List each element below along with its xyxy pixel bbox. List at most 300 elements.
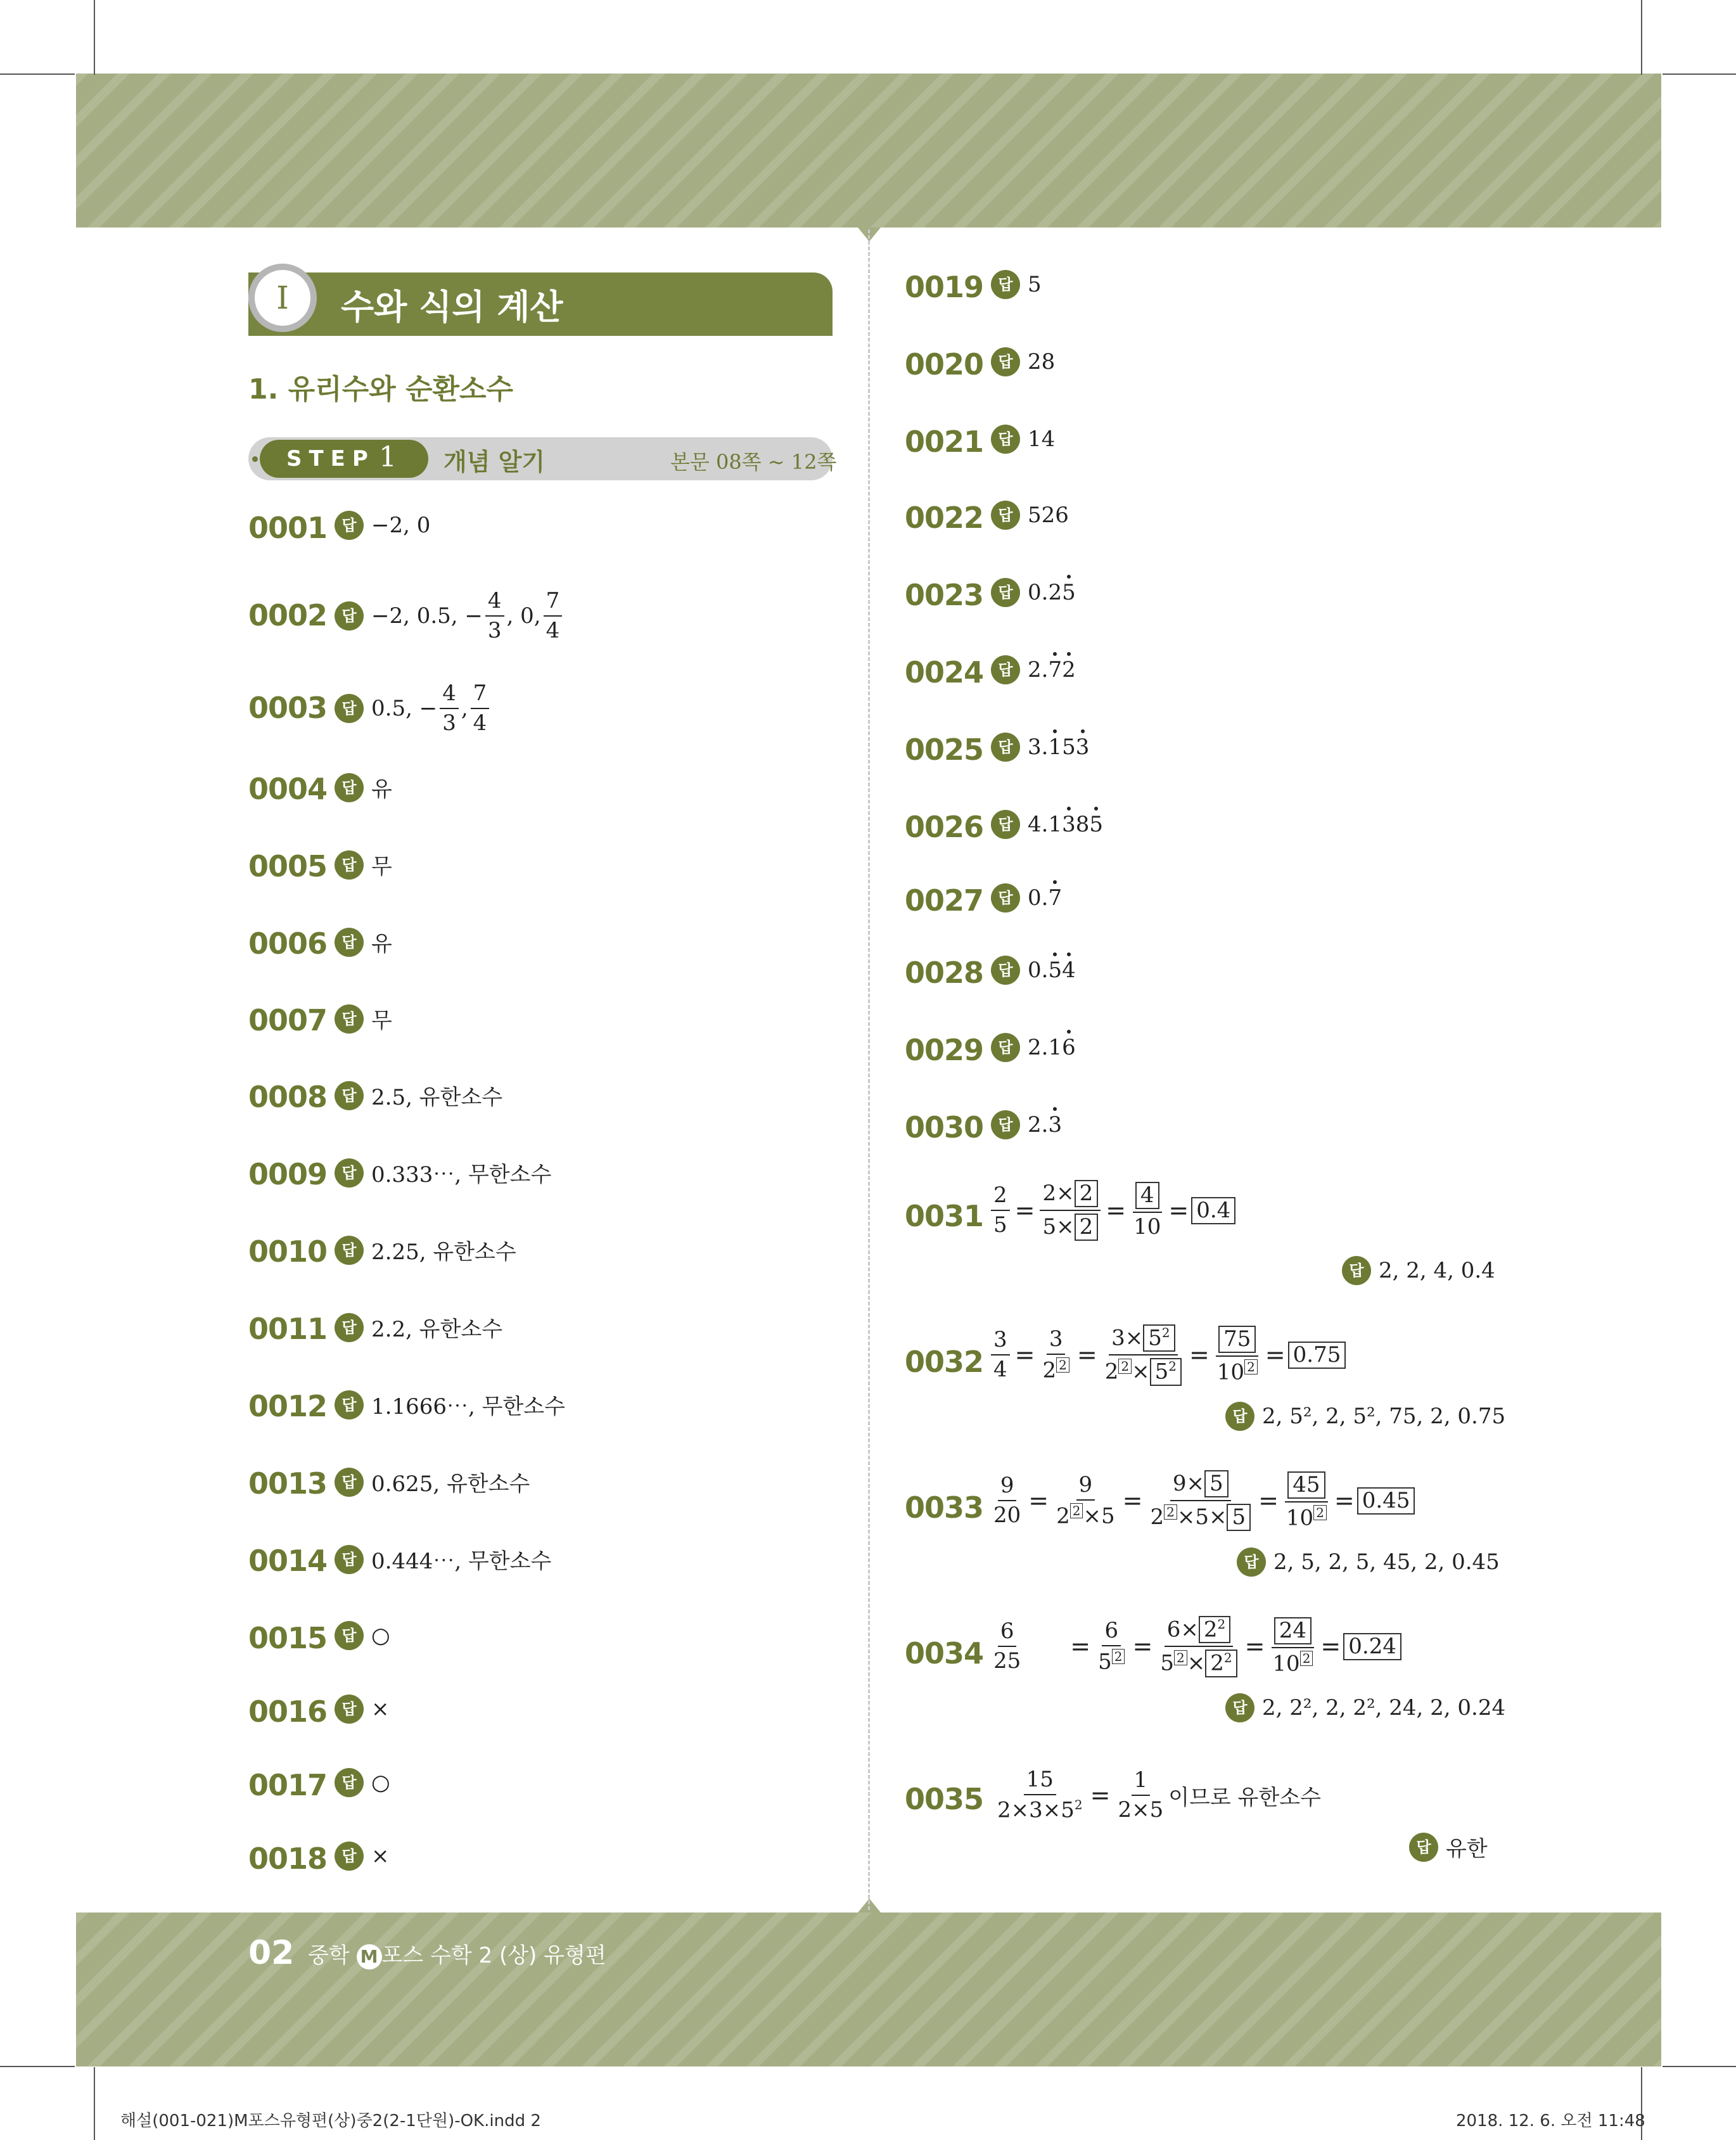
answer-badge: 답 (991, 270, 1020, 299)
denominator: 5 (993, 1212, 1007, 1238)
numerator: 7 (471, 682, 490, 709)
book-title (308, 1938, 606, 1970)
answer-text: 무 (371, 1008, 392, 1034)
equals-sign: = (1258, 1487, 1279, 1515)
answer-text: 1.1666⋯, 무한소수 (371, 1394, 565, 1419)
answer-badge: 답 (1409, 1833, 1438, 1862)
answer-text: 0. (1028, 958, 1049, 983)
fraction (1054, 1473, 1118, 1528)
answer-badge: 답 (1225, 1402, 1254, 1431)
answer-text: 2, 5, 2, 5, 45, 2, 0.45 (1273, 1549, 1500, 1575)
blank-box: 2 (1075, 1180, 1099, 1207)
answer-text: 2, 2², 2, 2², 24, 2, 0.24 (1262, 1695, 1506, 1720)
blank-box: 5 (1227, 1504, 1251, 1531)
answer-text: × (371, 1843, 390, 1869)
step-dot (252, 456, 258, 462)
answer-badge: 답 (1342, 1256, 1371, 1285)
denominator-text: 10 (1286, 1505, 1314, 1531)
answer-badge: 답 (335, 1081, 364, 1110)
equals-sign: = (1320, 1632, 1341, 1661)
answer-badge: 답 (335, 1390, 364, 1419)
book-title-suffix: 포스 수학 2 (상) 유형편 (381, 1943, 606, 1968)
chapter-title: 수와 식의 계산 (341, 287, 563, 327)
numerator: 6 (998, 1620, 1017, 1647)
denominator: 3 (487, 618, 502, 644)
fraction (1095, 1619, 1127, 1674)
answer-text: 유한 (1446, 1836, 1488, 1862)
box-base: 2 (1203, 1617, 1218, 1643)
answer-badge: 답 (335, 1842, 364, 1871)
equals-sign: = (1122, 1487, 1143, 1515)
problem-number: 0017 (248, 1768, 328, 1802)
numerator-text: 6× (1166, 1617, 1199, 1643)
answer (1225, 1693, 1505, 1722)
answer-text: 무 (371, 854, 392, 880)
denominator-text: 2 (1104, 1359, 1119, 1385)
repeating-digit: 3 (1048, 1112, 1063, 1137)
exponent-box: 2 (1118, 1359, 1132, 1374)
answer (335, 1080, 502, 1111)
problem-number: 0005 (248, 849, 328, 883)
problem-number: 0012 (248, 1389, 328, 1423)
equals-sign: = (1070, 1632, 1091, 1661)
answer-text: 0.444⋯, 무한소수 (371, 1549, 552, 1574)
denominator-text: 2 (1056, 1503, 1070, 1529)
exponent-box: 2 (1112, 1649, 1125, 1664)
exponent-box: 2 (1300, 1651, 1313, 1666)
answer (335, 1234, 516, 1265)
answer-text: 2.1 (1028, 1035, 1063, 1060)
exponent: 2 (1223, 1650, 1232, 1666)
fraction (1270, 1617, 1315, 1676)
answer (991, 425, 1055, 454)
numerator (1165, 1616, 1234, 1647)
fraction (1131, 1182, 1163, 1239)
denominator-text: × (1187, 1650, 1206, 1676)
answer-badge: 답 (335, 1545, 364, 1574)
exponent-box: 2 (1070, 1503, 1083, 1518)
answer-text: 5 (1062, 734, 1076, 760)
answer-text: 14 (1028, 426, 1056, 452)
fraction (991, 1184, 1010, 1238)
problem-number: 0016 (248, 1695, 328, 1729)
equals-sign: = (1334, 1487, 1355, 1515)
answer (991, 501, 1069, 530)
answer (991, 578, 1076, 607)
answer-badge: 답 (335, 694, 364, 723)
numerator: 15 (1024, 1768, 1056, 1795)
answer (1409, 1831, 1488, 1862)
answer-text: 2. (1028, 1112, 1049, 1137)
answer-text: 0.5, − (371, 696, 438, 722)
step-title: 개념 알기 (444, 448, 546, 476)
answer (335, 1312, 502, 1343)
exponent: 2 (1217, 1617, 1226, 1632)
answer (991, 270, 1042, 299)
problem-number: 0029 (905, 1033, 984, 1067)
answer-badge: 답 (991, 425, 1020, 454)
answer-badge: 답 (991, 733, 1020, 762)
denominator-text: 5 (1160, 1650, 1174, 1676)
answer (991, 347, 1055, 376)
fraction (991, 1328, 1010, 1382)
blank-box: 0.75 (1288, 1342, 1346, 1369)
blank-box: 75 (1218, 1326, 1256, 1353)
step-page-reference: 본문 08쪽 ~ 12쪽 (670, 450, 837, 474)
denominator (995, 1795, 1085, 1823)
answer (991, 956, 1076, 985)
denominator (1095, 1646, 1127, 1674)
problem-number: 0021 (905, 425, 984, 459)
answer-text: 5 (1028, 272, 1042, 297)
numerator: 3 (1047, 1328, 1066, 1355)
denominator: 4 (546, 618, 560, 644)
answer-badge: 답 (991, 810, 1020, 839)
answer-badge: 답 (335, 773, 364, 802)
answer-text: 2.2, 유한소수 (371, 1317, 503, 1342)
answer (335, 772, 392, 803)
answer-text: 0. (1028, 885, 1049, 911)
repeating-digit: 7 (1048, 657, 1063, 682)
exponent-box: 2 (1313, 1505, 1327, 1520)
blank-box: 45 (1287, 1471, 1325, 1499)
answer-badge: 답 (991, 655, 1020, 684)
exponent: 2 (1074, 1797, 1083, 1813)
m-logo-icon: M (357, 1944, 382, 1970)
numerator: 4 (440, 682, 459, 709)
answer-badge: 답 (335, 601, 364, 631)
denominator (1040, 1211, 1101, 1241)
exponent-box: 2 (1244, 1359, 1258, 1374)
blank-box: 0.24 (1343, 1633, 1401, 1660)
numerator (1216, 1326, 1258, 1357)
answer (335, 1768, 390, 1797)
denominator-text: 2 (1042, 1357, 1057, 1383)
denominator: 10 (1133, 1214, 1161, 1240)
answer-text: 2. (1028, 657, 1049, 682)
fraction (1102, 1324, 1184, 1386)
answer (335, 511, 430, 540)
denominator-text: ×5 (1083, 1503, 1115, 1529)
denominator: 3 (442, 710, 456, 736)
answer-badge: 답 (991, 883, 1020, 913)
answer-text: 4.1 (1028, 812, 1063, 837)
denominator: 2×5 (1118, 1797, 1164, 1823)
exponent-box: 2 (1056, 1357, 1069, 1373)
answer-text: 0.625, 유한소수 (371, 1471, 530, 1497)
problem-number: 0003 (248, 691, 328, 725)
repeating-digit: 5 (1089, 812, 1103, 837)
blank-box (1205, 1650, 1237, 1677)
answer-text: 0.2 (1028, 580, 1063, 605)
problem-number: 0006 (248, 926, 328, 961)
denominator: 4 (473, 710, 487, 736)
answer (335, 1389, 565, 1420)
answer-badge: 답 (991, 501, 1020, 530)
answer (335, 1157, 551, 1188)
answer-text: , 0, (506, 603, 541, 629)
exponent: 2 (1161, 1325, 1170, 1340)
fraction (1147, 1470, 1253, 1531)
chapter-numeral: I (248, 264, 317, 332)
answer-badge: 답 (335, 850, 364, 880)
print-slug-filename: 해설(001-021)M포스유형편(상)중2(2-1단원)-OK.indd 2 (120, 2111, 541, 2130)
repeating-digit: 5 (1048, 958, 1063, 983)
answer-text: 526 (1028, 503, 1069, 528)
answer-badge: 답 (991, 1110, 1020, 1139)
numerator (1170, 1470, 1231, 1501)
numerator: 3 (991, 1328, 1010, 1355)
answer (991, 810, 1103, 839)
blank-box (1150, 1358, 1182, 1385)
problem-number: 0028 (905, 956, 984, 990)
numerator: 1 (1132, 1769, 1151, 1796)
fraction (1158, 1616, 1239, 1677)
answer-text: 2, 2, 4, 0.4 (1379, 1258, 1495, 1283)
numerator (1133, 1182, 1162, 1213)
top-decorative-band (76, 74, 1661, 227)
page-number: 02 (248, 1934, 295, 1972)
answer (991, 733, 1089, 762)
answer-badge: 답 (335, 928, 364, 957)
solution-expression (988, 1180, 1235, 1241)
answer-badge: 답 (335, 511, 364, 540)
fraction (544, 589, 563, 643)
problem-number: 0032 (905, 1345, 984, 1379)
fraction (440, 682, 459, 736)
problem-number: 0001 (248, 511, 328, 545)
answer-badge: 답 (335, 1768, 364, 1797)
answer-text: 28 (1028, 349, 1056, 375)
equals-sign: = (1028, 1487, 1049, 1515)
equals-sign: = (1132, 1632, 1153, 1661)
answer (335, 926, 392, 958)
answer (335, 1466, 530, 1497)
blank-box: 2 (1075, 1214, 1099, 1241)
answer-badge: 답 (991, 578, 1020, 607)
crop-mark (1663, 2066, 1736, 2067)
denominator-text: 2×3×5 (997, 1797, 1075, 1823)
answer-text: × (371, 1696, 390, 1722)
denominator (1284, 1502, 1329, 1530)
problem-number: 0004 (248, 772, 328, 806)
blank-box (1199, 1616, 1230, 1643)
problem-number: 0034 (905, 1636, 984, 1670)
denominator-text: 5× (1042, 1214, 1075, 1240)
denominator (1147, 1501, 1253, 1531)
problem-number: 0024 (905, 655, 984, 689)
print-slug-timestamp: 2018. 12. 6. 오전 11:48 (1456, 2111, 1645, 2130)
denominator-text: 2 (1150, 1504, 1165, 1530)
problem-number: 0008 (248, 1080, 328, 1114)
answer-badge: 답 (335, 1621, 364, 1650)
numerator: 4 (485, 589, 504, 617)
fraction (1215, 1326, 1260, 1385)
numerator: 6 (1102, 1619, 1121, 1646)
fraction (995, 1768, 1085, 1823)
problem-number: 0026 (905, 810, 984, 844)
equals-sign: = (1014, 1196, 1035, 1225)
answer-badge: 답 (991, 956, 1020, 985)
answer-badge: 답 (335, 1236, 364, 1265)
numerator-text: 3× (1111, 1325, 1144, 1351)
bottom-decorative-band (76, 1913, 1661, 2066)
answer-text: −2, 0 (371, 513, 431, 538)
problem-number: 0020 (905, 347, 984, 381)
repeating-digit: 7 (1048, 885, 1063, 911)
blank-box: 0.45 (1357, 1487, 1415, 1515)
repeating-digit: 3 (1075, 734, 1090, 760)
problem-number: 0007 (248, 1003, 328, 1037)
fraction (1115, 1769, 1166, 1823)
numerator-text: 9× (1172, 1471, 1204, 1496)
answer (335, 1003, 392, 1034)
problem-number: 0009 (248, 1157, 328, 1191)
numerator: 9 (998, 1474, 1017, 1501)
step-label: STEP (286, 446, 375, 471)
denominator-text: 5 (1098, 1649, 1112, 1675)
crop-mark (0, 74, 75, 75)
denominator (1158, 1647, 1239, 1677)
answer-text: ○ (371, 1770, 390, 1795)
repeating-digit: 3 (1062, 812, 1076, 837)
answer (335, 589, 565, 643)
problem-number: 0025 (905, 733, 984, 767)
solution-expression (988, 1616, 1401, 1677)
problem-number: 0015 (248, 1621, 328, 1655)
answer-badge: 답 (1225, 1693, 1254, 1722)
problem-number: 0030 (905, 1110, 984, 1144)
blank-box: 5 (1204, 1470, 1229, 1497)
problem-number: 0011 (248, 1312, 328, 1346)
problem-number: 0010 (248, 1234, 328, 1269)
box-base: 5 (1154, 1359, 1169, 1385)
answer-badge: 답 (335, 1695, 364, 1724)
problem-number: 0014 (248, 1544, 328, 1578)
solution-expression (988, 1768, 1321, 1823)
numerator: 2 (991, 1184, 1010, 1211)
fraction (991, 1474, 1023, 1528)
denominator-text: 10 (1272, 1651, 1300, 1677)
answer (1225, 1402, 1505, 1431)
answer (335, 1544, 551, 1575)
problem-number: 0018 (248, 1842, 328, 1876)
answer (335, 1695, 390, 1724)
denominator (1054, 1501, 1118, 1528)
section-title: 1. 유리수와 순환소수 (248, 373, 513, 406)
repeating-digit: 5 (1062, 580, 1076, 605)
exponent: 2 (1168, 1359, 1177, 1374)
numerator (1285, 1471, 1327, 1502)
equals-sign: = (1090, 1781, 1111, 1810)
blank-box (1143, 1324, 1175, 1352)
answer-badge: 답 (335, 1004, 364, 1034)
equals-sign: = (1168, 1196, 1189, 1225)
answer-text: 2, 5², 2, 5², 75, 2, 0.75 (1262, 1404, 1506, 1429)
problem-number: 0027 (905, 883, 984, 918)
denominator (1270, 1648, 1315, 1676)
crop-mark (0, 2066, 75, 2067)
solution-text: 이므로 유한소수 (1168, 1784, 1321, 1810)
numerator (1272, 1617, 1314, 1648)
exponent-box: 2 (1174, 1650, 1187, 1665)
answer (991, 1033, 1076, 1062)
box-base: 2 (1210, 1650, 1224, 1676)
problem-number: 0023 (905, 578, 984, 612)
denominator (1040, 1355, 1071, 1383)
numerator (1109, 1324, 1178, 1355)
repeating-digit: 4 (1062, 958, 1076, 983)
step-number: 1 (379, 441, 397, 473)
answer-text: 0.333⋯, 무한소수 (371, 1162, 552, 1188)
denominator (1215, 1357, 1260, 1385)
problem-number: 0019 (905, 270, 984, 304)
problem-number: 0002 (248, 598, 328, 632)
box-base: 5 (1148, 1325, 1162, 1351)
numerator-text: 2× (1042, 1181, 1075, 1206)
answer (991, 1110, 1062, 1139)
equals-sign: = (1244, 1632, 1265, 1661)
equals-sign: = (1106, 1196, 1126, 1225)
answer (335, 1621, 390, 1650)
answer (335, 682, 492, 736)
answer-badge: 답 (991, 1033, 1020, 1062)
answer-text: , (461, 696, 468, 722)
problem-number: 0022 (905, 501, 984, 535)
answer-badge: 답 (991, 347, 1020, 376)
solution-expression (988, 1324, 1346, 1386)
problem-number: 0031 (905, 1199, 984, 1233)
equals-sign: = (1189, 1341, 1209, 1369)
denominator: 20 (993, 1502, 1021, 1528)
repeating-digit: 6 (1062, 1035, 1076, 1060)
fraction (1040, 1328, 1071, 1383)
answer-text: 유 (371, 777, 392, 802)
fraction (471, 682, 490, 736)
answer (335, 849, 392, 880)
numerator: 7 (544, 589, 563, 617)
answer-text: 3. (1028, 734, 1049, 760)
fraction (1040, 1180, 1101, 1241)
answer-text: 2.25, 유한소수 (371, 1240, 516, 1265)
denominator-text: 10 (1216, 1359, 1245, 1385)
column-divider (868, 229, 870, 1910)
fraction (1284, 1471, 1329, 1530)
blank-box: 24 (1274, 1617, 1312, 1644)
problem-number: 0013 (248, 1466, 328, 1501)
answer-text: 유 (371, 932, 392, 957)
fraction (485, 589, 504, 643)
answer-badge: 답 (1237, 1547, 1266, 1577)
fraction (991, 1620, 1023, 1674)
numerator: 9 (1076, 1473, 1095, 1501)
denominator: 25 (993, 1648, 1021, 1674)
repeating-digit: 1 (1048, 734, 1063, 760)
answer (991, 655, 1076, 684)
blank-box: 4 (1135, 1182, 1159, 1209)
answer (335, 1842, 390, 1871)
crop-mark (94, 0, 95, 75)
equals-sign: = (1076, 1341, 1097, 1369)
numerator (1040, 1180, 1101, 1211)
book-title-prefix: 중학 (308, 1943, 350, 1968)
repeating-digit: 2 (1062, 657, 1076, 682)
answer-badge: 답 (335, 1313, 364, 1342)
crop-mark (94, 2067, 95, 2140)
answer-text: −2, 0.5, − (371, 603, 483, 629)
answer-text: ○ (371, 1623, 390, 1648)
answer (991, 883, 1062, 913)
